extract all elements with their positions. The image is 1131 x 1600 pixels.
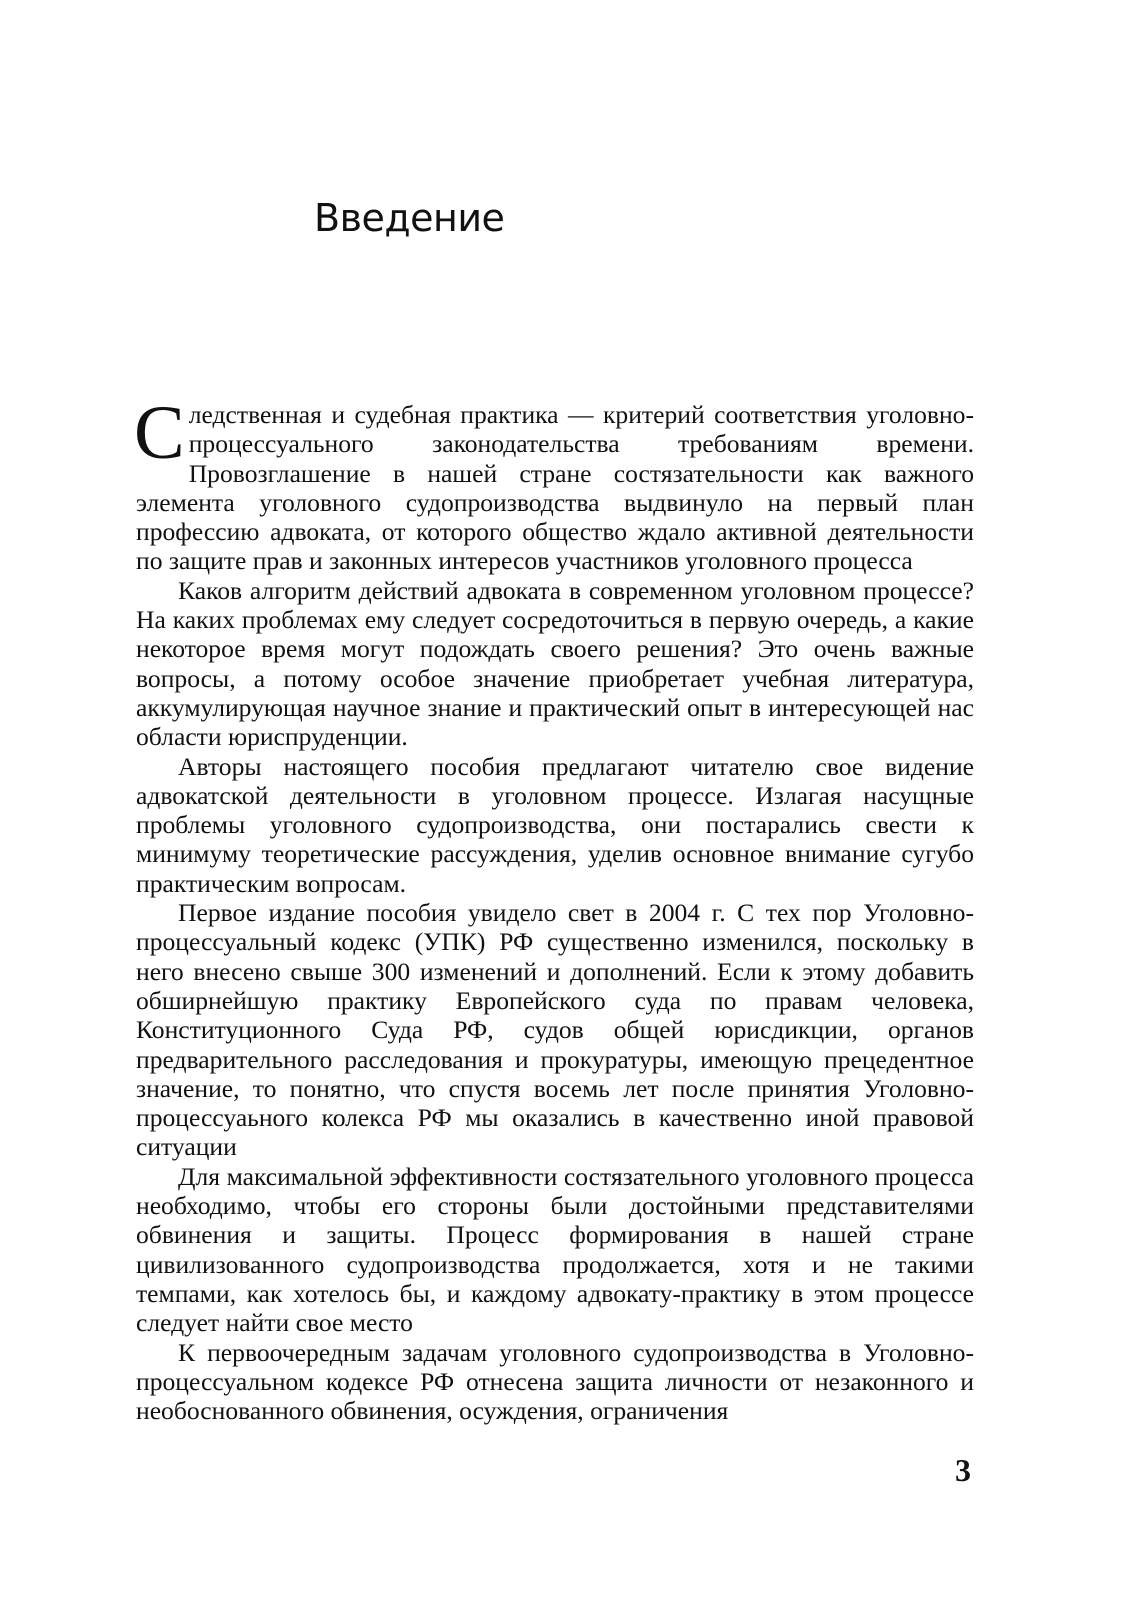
page-number: 3 [955,1452,971,1488]
paragraph-1 [134,391,974,576]
paragraph-2: Каков алгоритм действий адвоката в современном уголовном процессе? На каких проблемах ему следует сосредоточиться в первую очередь, а какие некоторое время могут подождать своего решения? Это очень важные вопросы, а потому особое значение приобретает учебная литература, аккумулирующая научное знание и практический опыт в интересующей нас области юриспруденции. [136,575,974,752]
paragraph-5: Для максимальной эффективности состязательного уголовного процесса необходимо, чтобы его стороны были достойными представителями обвинения и защиты. Процесс формирования в нашей стране цивилизованного судопроизводства продолжается, хотя и не такими темпами, как хотелось бы, и каждому адвокату-практику в этом процессе следует найти свое место [136,1161,974,1338]
drop-cap: С [134,391,185,475]
paragraph-1-text: ледственная и судебная практика — критерий соответствия уголовно-процессуального законодательства требованиям времени. Провозглашение в нашей стране состязательности как важного элемента уголовного судопроизводства выдвинуло на первый план профессию адвоката, от которого общество ждало активной деятельности по защите прав и законных интересов участников уголовного процесса [136,400,974,576]
body-text [134,391,974,1426]
paragraph-4: Первое издание пособия увидело свет в 2004 г. С тех пор Уголовно-процессуальный кодекс (УПК) РФ существенно изменился, поскольку в него внесено свыше 300 изменений и дополнений. Если к этому добавить обширнейшую практику Европейского суда по правам человека, Конституционного Суда РФ, судов общей юрисдикции, органов предварительного расследования и прокуратуры, имеющую прецедентное значение, то понятно, что спустя восемь лет после принятия Уголовно-процессуаьного колекса РФ мы оказались в качественно иной правовой ситуации [136,898,974,1162]
page-title: Введение [314,196,505,240]
paragraph-6: К первоочередным задачам уголовного судопроизводства в Уголовно-процессуальном кодексе РФ отнесена защита личности от незаконного и необоснованного обвинения, осуждения, ограничения [136,1337,974,1426]
paragraph-3: Авторы настоящего пособия предлагают читателю свое видение адвокатской деятельности в уголовном процессе. Излагая насущные проблемы уголовного судопроизводства, они постарались свести к минимуму теоретические рассуждения, уделив основное внимание сугубо практическим вопросам. [136,751,974,898]
